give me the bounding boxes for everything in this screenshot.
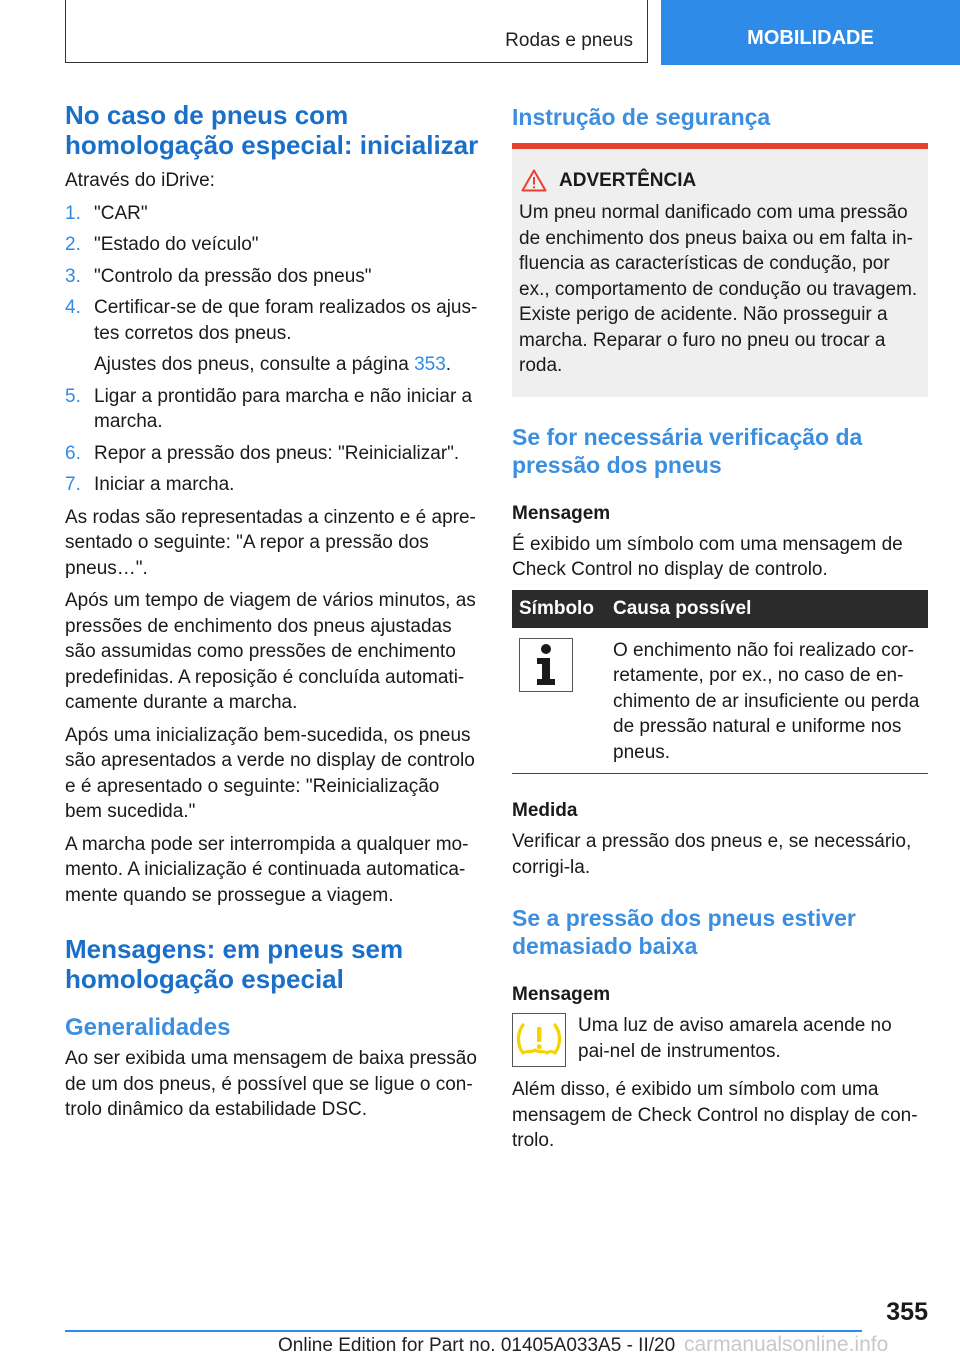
step-text: Iniciar a marcha. — [94, 474, 235, 495]
table-header-symbol: Símbolo — [512, 590, 606, 628]
warning-triangle-icon — [521, 169, 547, 192]
header-section-box — [65, 0, 648, 63]
header-chapter-tab[interactable]: MOBILIDADE — [661, 0, 960, 65]
list-item — [65, 264, 480, 290]
step-subtext-pre: Ajustes dos pneus, consulte a página — [94, 354, 415, 375]
heading-general: Generalidades — [65, 1014, 231, 1041]
warning-text: Um pneu normal danificado com uma pressão de enchimento dos pneus baixa ou em falta in-fluencia as características de condução, por ex., comportamento de condução ou travagem. Existe perigo de acidente. Não prosseguir a marcha. Reparar o furo no pneu ou trocar a roda. — [519, 202, 918, 376]
warning-light-text: Uma luz de aviso amarela acende no pai-nel de instrumentos. — [578, 1015, 892, 1062]
paragraph: Além disso, é exibido um símbolo com uma mensagem de Check Control no display de con-trolo. — [512, 1079, 918, 1151]
warning-title: ADVERTÊNCIA — [559, 169, 697, 191]
watermark: carmanualsonline.info — [684, 1333, 889, 1356]
subheading-measure: Medida — [512, 800, 578, 821]
step-text: "Controlo da pressão dos pneus" — [94, 265, 372, 287]
header-section-title: Rodas e pneus — [505, 30, 633, 51]
steps-list — [65, 201, 480, 498]
table-row — [512, 628, 928, 774]
step-text: Certificar-se de que foram realizados os ajus-tes corretos dos pneus. — [94, 297, 478, 344]
info-icon — [519, 638, 573, 692]
heading-pressure-low: Se a pressão dos pneus estiver demasiado baixa — [512, 905, 856, 959]
list-item — [65, 232, 480, 258]
list-item — [65, 441, 480, 467]
step-text: "CAR" — [94, 202, 148, 224]
step-number: 7. — [65, 474, 81, 495]
page-number: 355 — [886, 1298, 928, 1326]
table-cell-symbol — [512, 628, 606, 774]
left-column — [65, 100, 480, 1130]
table-header-cause: Causa possível — [606, 590, 928, 628]
list-item — [65, 295, 480, 378]
warning-box — [512, 143, 928, 397]
right-column — [512, 100, 928, 1161]
paragraph: A marcha pode ser interrompida a qualquer mo-mento. A inicialização é continuada automatica-mente quando se prossegue a viagem. — [65, 833, 469, 906]
heading-safety: Instrução de segurança — [512, 104, 771, 130]
step-number: 5. — [65, 385, 81, 407]
list-item — [65, 472, 480, 498]
warning-light-row — [512, 1013, 928, 1067]
step-number: 1. — [65, 202, 81, 224]
heading-messages: Mensagens: em pneus sem homologação especial — [65, 934, 404, 994]
tire-pressure-warning-icon — [512, 1013, 566, 1067]
intro-text: Através do iDrive: — [65, 170, 215, 191]
subheading-message: Mensagem — [512, 502, 611, 524]
step-number: 2. — [65, 234, 81, 255]
symbol-table — [512, 590, 928, 775]
list-item — [65, 201, 480, 227]
warning-title-row — [519, 169, 921, 192]
heading-initialize: No caso de pneus com homologação especial: inicializar — [65, 100, 479, 160]
subheading-message: Mensagem — [512, 984, 611, 1005]
paragraph: Após um tempo de viagem de vários minutos, as pressões de enchimento dos pneus ajustadas são assumidas como pressões de enchimento predefinidas. A reposição é concluída automati-camente durante a marcha. — [65, 590, 476, 713]
table-cell-cause: O enchimento não foi realizado cor-retamente, por ex., no caso de en-chimento de ar insuficiente ou perda de pressão natural e uniforme nos pneus. — [606, 628, 928, 774]
list-item — [65, 384, 480, 435]
page-link[interactable]: 353 — [414, 354, 446, 375]
step-number: 4. — [65, 297, 81, 318]
step-subtext-post: . — [445, 354, 452, 375]
paragraph: É exibido um símbolo com uma mensagem de Check Control no display de controlo. — [512, 533, 903, 580]
footer-divider — [65, 1330, 862, 1332]
paragraph: As rodas são representadas a cinzento e é apre-sentado o seguinte: "A repor a pressão dos pneus…". — [65, 506, 476, 579]
step-number: 6. — [65, 442, 81, 464]
step-text: Ligar a prontidão para marcha e não iniciar a marcha. — [94, 385, 473, 432]
step-text: Repor a pressão dos pneus: "Reinicializar". — [94, 442, 460, 464]
step-subtext — [94, 352, 480, 378]
step-text: "Estado do veículo" — [94, 234, 259, 255]
paragraph: Verificar a pressão dos pneus e, se necessário, corrigi-la. — [512, 831, 912, 878]
paragraph: Após uma inicialização bem-sucedida, os pneus são apresentados a verde no display de controlo e é apresentado o seguinte: "Reinicialização bem sucedida." — [65, 724, 475, 822]
paragraph: Ao ser exibida uma mensagem de baixa pressão de um dos pneus, é possível que se ligue o con-trolo dinâmico da estabilidade DSC. — [65, 1048, 477, 1120]
heading-check-pressure: Se for necessária verificação da pressão dos pneus — [512, 423, 863, 478]
step-number: 3. — [65, 265, 81, 287]
footer-edition: Online Edition for Part no. 01405A033A5 - II/20 — [278, 1335, 676, 1356]
